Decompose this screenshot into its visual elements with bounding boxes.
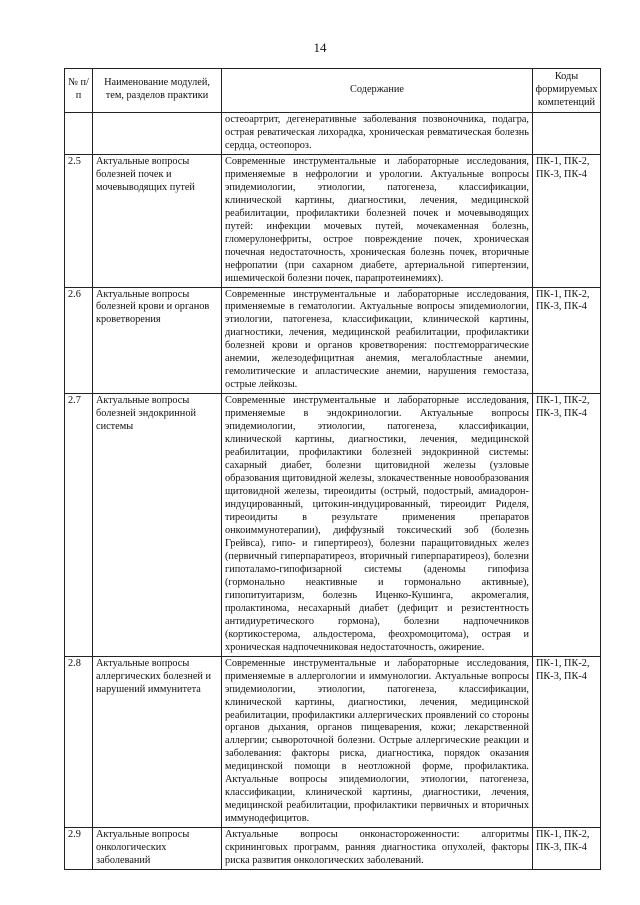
row-codes: ПК-1, ПК-2, ПК-3, ПК-4 [533, 394, 601, 656]
row-module: Актуальные вопросы болезней эндокринной системы [93, 394, 222, 656]
row-content: Актуальные вопросы онконастороженности: алгоритмы скрининговых программ, ранняя диагностика опухолей, факторы риска развития онкологических заболеваний. [222, 828, 533, 870]
row-num: 2.5 [65, 154, 93, 287]
header-codes: Коды формируемых компетенций [533, 69, 601, 113]
row-module: Актуальные вопросы болезней почек и мочевыводящих путей [93, 154, 222, 287]
row-content: остеоартрит, дегенеративные заболевания позвоночника, подагра, острая реватическая лихорадка, хроническая ревматическая болезнь сердца, остеопороз. [222, 112, 533, 154]
row-module: Актуальные вопросы аллергических болезней и нарушений иммунитета [93, 656, 222, 828]
row-codes: ПК-1, ПК-2, ПК-3, ПК-4 [533, 828, 601, 870]
row-codes: ПК-1, ПК-2, ПК-3, ПК-4 [533, 154, 601, 287]
curriculum-table [64, 68, 601, 870]
header-content: Содержание [222, 69, 533, 113]
row-num: 2.6 [65, 287, 93, 394]
row-content: Современные инструментальные и лабораторные исследования, применяемые в гематологии. Актуальные вопросы эпидемиологии, этиологии, патогенеза, классификации, клинической картины, диагностики, лечения, медицинской реабилитации, профилактики болезней крови и органов кроветворения: постгеморрагические анемии, железодефицитная анемия, мегалобластные анемии, гемолитические и апластические анемии, нарушения гемостаза, острые лейкозы. [222, 287, 533, 394]
table-row [65, 656, 601, 828]
row-content: Современные инструментальные и лабораторные исследования, применяемые в нефрологии и урологии. Актуальные вопросы эпидемиологии, этиологии, патогенеза, классификации, клинической картины, диагностики, лечения, медицинской реабилитации, профилактики болезней почек и мочевыводящих путей: инфекции мочевых путей, мочекаменная болезнь, гломерулонефриты, острое повреждение почек, хроническая почечная недостаточность, хроническая болезнь почек, вторичные нефропатии (при сахарном диабете, артериальной гипертензии, ишемической болезни почек, парапротеинемиях). [222, 154, 533, 287]
row-num: 2.9 [65, 828, 93, 870]
table-row [65, 112, 601, 154]
row-module: Актуальные вопросы болезней крови и органов кроветворения [93, 287, 222, 394]
row-num [65, 112, 93, 154]
row-num: 2.7 [65, 394, 93, 656]
page-number: 14 [313, 40, 327, 55]
row-codes [533, 112, 601, 154]
row-codes: ПК-1, ПК-2, ПК-3, ПК-4 [533, 656, 601, 828]
table-row [65, 394, 601, 656]
row-module: Актуальные вопросы онкологических заболеваний [93, 828, 222, 870]
table-row [65, 828, 601, 870]
table-row [65, 287, 601, 394]
table-header-row [65, 69, 601, 113]
row-module [93, 112, 222, 154]
row-num: 2.8 [65, 656, 93, 828]
header-module: Наименование модулей, тем, разделов практики [93, 69, 222, 113]
row-codes: ПК-1, ПК-2, ПК-3, ПК-4 [533, 287, 601, 394]
table-row [65, 154, 601, 287]
row-content: Современные инструментальные и лабораторные исследования, применяемые в эндокринологии. Актуальные вопросы эпидемиологии, этиологии, патогенеза, классификации, клинической картины, диагностики, лечения, медицинской реабилитации, профилактики болезней эндокринной системы: сахарный диабет, болезни щитовидной железы (узловые образования щитовидной железы, злокачественные новообразования щитовидной железы, тиреоидиты (острый, подострый, амиадорон-индуцированный, цитокин-индуцированный, тиреоидит Риделя, тиреоидиты в результате применения препаратов онкоиммунотерапии), диффузный токсический зоб (болезнь Грейвса), гипо- и гипертиреоз), болезни паращитовидных желез (первичный гиперпаратиреоз, вторичный гиперпаратиреоз), болезни гипоталамо-гипофизарной системы (аденомы гипофиза (гормонально неактивные и гормонально активные), гипопитуитаризм, болезнь Иценко-Кушинга, акромегалия, пролактинома, несахарный диабет (дефицит и резистентность антидиуретического гормона), болезни надпочечников (кортикостерома, альдостерома, феохромоцитома), острая и хроническая надпочечниковая недостаточность, ожирение. [222, 394, 533, 656]
row-content: Современные инструментальные и лабораторные исследования, применяемые в аллергологии и иммунологии. Актуальные вопросы эпидемиологии, этиологии, патогенеза, классификации, клинической картины, диагностики, лечения, медицинской реабилитации, профилактики аллергических проявлений со стороны органов дыхания, органов пищеварения, кожи; лекарственной аллергии; сывороточной болезни. Острые аллергические реакции и заболевания: факторы риска, диагностика, порядок оказания медицинской помощи в неотложной форме, профилактика. Актуальные вопросы эпидемиологии, этиологии, патогенеза, классификации, клинической картины, диагностики, лечения, медицинской реабилитации, профилактики первичных и вторичных иммунодефицитов. [222, 656, 533, 828]
header-num: № п/п [65, 69, 93, 113]
